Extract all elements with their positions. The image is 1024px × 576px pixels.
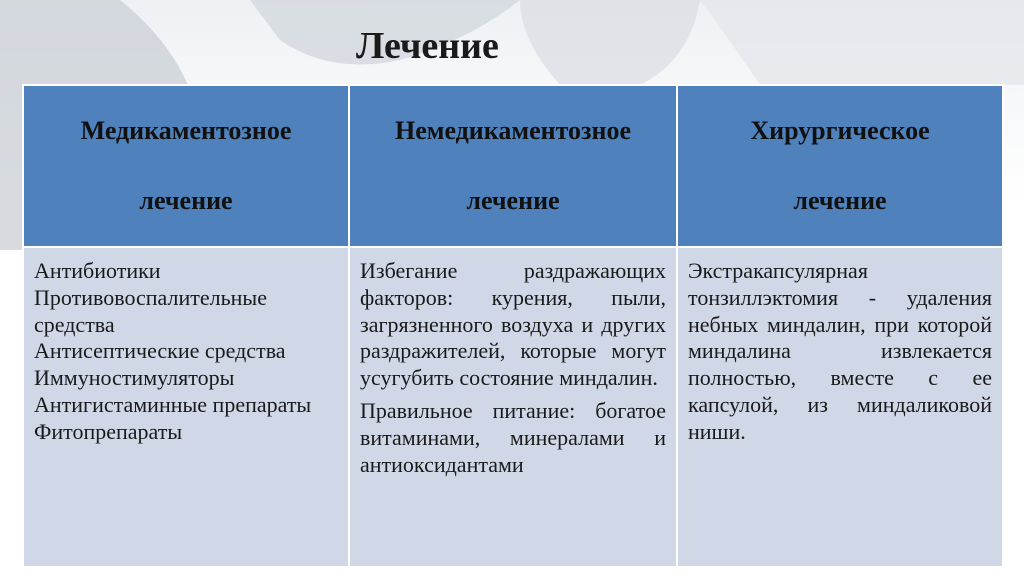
medication-item: Антибиотики — [34, 258, 161, 283]
treatment-table — [22, 84, 1004, 568]
header-non-medication — [349, 85, 677, 247]
table-body-row — [23, 247, 1003, 567]
medication-item: Антигистаминные препараты — [34, 392, 312, 418]
non-medication-paragraph: Избегание раздражающих факторов: курения, пыли, загрязненного воздуха и других раздражителей, которые могут усугубить состояние миндалин. — [360, 258, 666, 391]
medication-item: Антисептические средства — [34, 338, 286, 364]
header-surgical-line2: лечение — [793, 186, 887, 215]
cell-surgical — [677, 247, 1003, 567]
medication-item: Фитопрепараты — [34, 418, 183, 444]
header-surgical-line1: Хирургическое — [750, 116, 930, 146]
header-surgical — [677, 85, 1003, 247]
non-medication-paragraph: Правильное питание: богатое витаминами, минералами и антиоксидантами — [360, 398, 666, 477]
table-header-row — [23, 85, 1003, 247]
medication-item: Противовоспалительные средства — [34, 284, 267, 337]
header-non-medication-line1: Немедикаментозное — [394, 116, 632, 146]
slide-title: Лечение — [356, 25, 499, 67]
header-medication — [23, 85, 349, 247]
cell-non-medication — [349, 247, 677, 567]
surgical-paragraph: Экстракапсулярная тонзиллэктомия - удаления небных миндалин, при которой миндалина извлекается полностью, вместе с ее капсулой, из миндаликовой ниши. — [688, 258, 992, 444]
header-medication-line1: Медикаментозное — [80, 116, 292, 146]
header-non-medication-line2: лечение — [466, 186, 560, 215]
cell-medication — [23, 247, 349, 567]
medication-item: Иммуностимуляторы — [34, 365, 235, 391]
header-medication-line2: лечение — [139, 186, 233, 215]
